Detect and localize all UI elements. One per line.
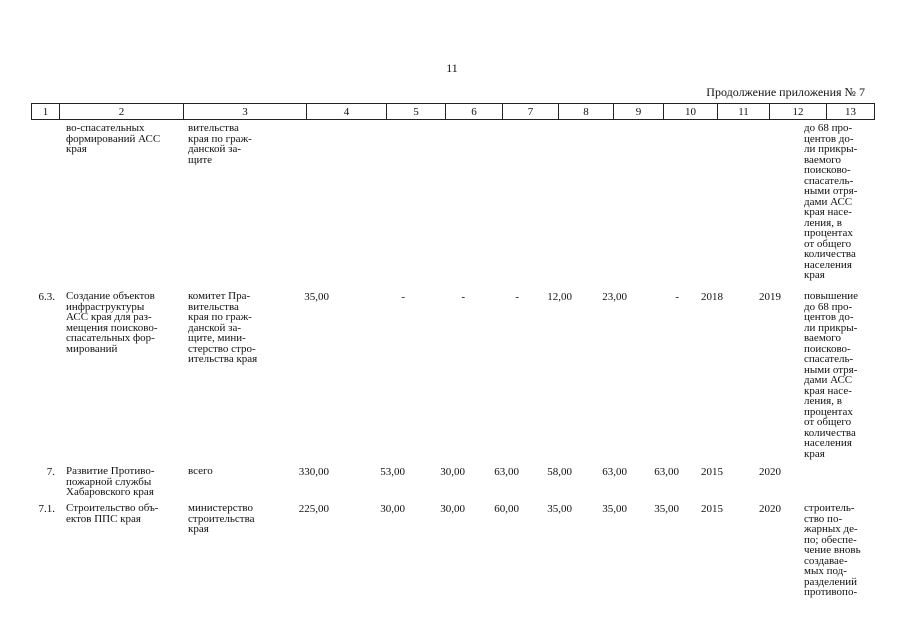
expected-result: поисково- [804, 342, 851, 355]
funding-value: 63,00 [602, 466, 627, 478]
start-year: 2018 [701, 291, 723, 303]
expected-result: дами АСС [804, 195, 853, 208]
end-year: 2020 [759, 503, 781, 515]
funding-value: 35,00 [602, 503, 627, 515]
expected-result: строитель- [804, 502, 855, 514]
executor: всего [188, 465, 213, 477]
work-name: края [66, 143, 87, 155]
work-name: спасательных фор- [66, 332, 155, 344]
funding-value: 35,00 [304, 291, 329, 303]
funding-value: 30,00 [380, 503, 405, 515]
expected-result: края насе- [804, 206, 852, 218]
row-number: 7. [46, 466, 55, 478]
work-name: инфраструктуры [66, 300, 145, 313]
expected-result: ления, в [804, 216, 842, 229]
column-header: 7 [503, 104, 559, 120]
work-name: мещения поисково- [66, 321, 158, 334]
executor: данской за- [188, 143, 242, 155]
expected-result: края насе- [804, 384, 852, 397]
work-name: формирований АСС [66, 132, 161, 145]
funding-value: - [515, 291, 519, 303]
work-name: пожарной службы [66, 475, 152, 488]
expected-result: спасатель- [804, 353, 854, 365]
expected-result: количества [804, 426, 856, 439]
expected-result: мых под- [804, 565, 847, 577]
expected-result: центов до- [804, 311, 854, 323]
funding-value: 30,00 [440, 466, 465, 478]
expected-result: до 68 про- [804, 300, 853, 313]
expected-result: от общего [804, 237, 852, 250]
expected-result: чение вновь [804, 544, 861, 556]
row-number: 7.1. [38, 503, 55, 515]
page-number: 11 [446, 61, 458, 75]
column-header: 12 [770, 104, 827, 120]
work-name: Строительство объ- [66, 502, 159, 514]
funding-value: 12,00 [547, 291, 572, 303]
expected-result: ваемого [804, 332, 842, 344]
row-number: 6.3. [38, 291, 55, 303]
end-year: 2019 [759, 291, 781, 303]
expected-result: по; обеспе- [804, 533, 857, 546]
expected-result: процентах [804, 227, 853, 239]
expected-result: разделений [804, 575, 858, 588]
column-header: 11 [718, 104, 770, 120]
funding-value: 225,00 [298, 503, 329, 515]
column-header: 8 [559, 104, 614, 120]
expected-result: повышение [804, 290, 858, 302]
executor: края по граж- [188, 132, 252, 145]
work-name: мирований [66, 342, 118, 355]
start-year: 2015 [701, 503, 723, 515]
expected-result: ными отря- [804, 185, 858, 197]
expected-result: ство по- [804, 512, 843, 525]
column-header: 5 [387, 104, 446, 120]
expected-result: ления, в [804, 395, 842, 407]
executor: щите, мини- [188, 332, 246, 344]
executor: стерство стро- [188, 342, 256, 355]
expected-result: процентах [804, 405, 853, 418]
expected-result: от общего [804, 416, 852, 428]
executor: министерство [188, 502, 254, 514]
executor: данской за- [188, 321, 242, 334]
executor: вительства [188, 122, 239, 134]
funding-value: 63,00 [494, 466, 519, 478]
end-year: 2020 [759, 466, 781, 478]
work-name: во-спасательных [66, 122, 145, 134]
funding-value: 58,00 [547, 466, 572, 478]
funding-value: 330,00 [298, 466, 329, 478]
funding-value: 60,00 [494, 503, 519, 515]
start-year: 2015 [701, 466, 723, 478]
funding-value: - [401, 291, 405, 303]
expected-result: дами АСС [804, 374, 853, 386]
funding-value: 35,00 [547, 503, 572, 515]
work-name: Хабаровского края [66, 486, 154, 498]
work-name: Создание объектов [66, 290, 155, 302]
expected-result: ли прикры- [804, 143, 858, 155]
column-header: 2 [60, 104, 184, 120]
funding-value: 30,00 [440, 503, 465, 515]
column-header: 13 [827, 104, 875, 120]
funding-value: 63,00 [654, 466, 679, 478]
column-header: 9 [614, 104, 664, 120]
executor: края по граж- [188, 311, 252, 323]
executor: строительства [188, 512, 255, 525]
executor: края [188, 523, 209, 535]
column-header: 10 [664, 104, 718, 120]
funding-value: 53,00 [380, 466, 405, 478]
work-name: ектов ППС края [66, 512, 141, 525]
continuation-label: Продолжение приложения № 7 [706, 85, 865, 99]
expected-result: населения [804, 437, 852, 449]
column-header-row [31, 103, 875, 120]
column-header: 6 [446, 104, 503, 120]
expected-result: ли прикры- [804, 321, 858, 334]
expected-result: создавае- [804, 554, 848, 567]
column-header: 4 [307, 104, 387, 120]
work-name: Развитие Противо- [66, 465, 155, 477]
expected-result: края [804, 269, 825, 281]
expected-result: спасатель- [804, 174, 854, 187]
funding-value: 35,00 [654, 503, 679, 515]
funding-value: - [675, 291, 679, 303]
expected-result: до 68 про- [804, 122, 853, 134]
executor: вительства [188, 300, 239, 313]
executor: ительства края [188, 353, 258, 365]
funding-value: - [461, 291, 465, 303]
funding-value: 23,00 [602, 291, 627, 303]
expected-result: ными отря- [804, 363, 858, 376]
work-name: АСС края для раз- [66, 311, 152, 323]
expected-result: населения [804, 258, 852, 271]
expected-result: жарных де- [804, 523, 858, 535]
executor: комитет Пра- [188, 290, 251, 302]
column-header: 3 [184, 104, 307, 120]
executor: щите [188, 153, 213, 166]
expected-result: края [804, 447, 825, 460]
column-header: 1 [32, 104, 60, 120]
expected-result: количества [804, 248, 856, 260]
expected-result: центов до- [804, 132, 854, 145]
expected-result: поисково- [804, 164, 851, 176]
expected-result: ваемого [804, 153, 842, 166]
expected-result: противопо- [804, 586, 858, 598]
